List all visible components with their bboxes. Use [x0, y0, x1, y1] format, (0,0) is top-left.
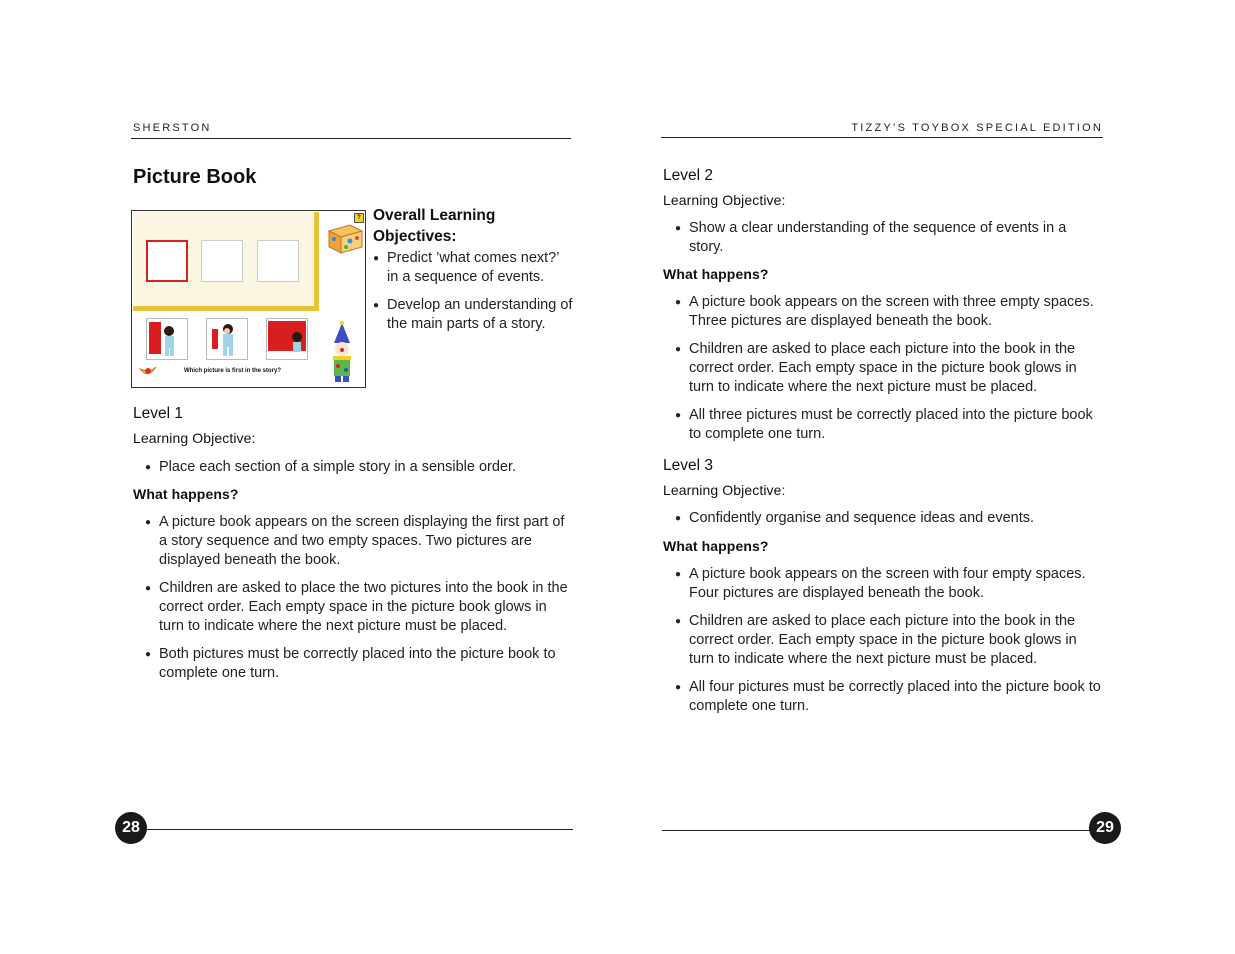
story-picture-3	[267, 319, 307, 359]
page-number-right: 29	[1089, 812, 1121, 844]
toybox-icon	[326, 221, 364, 255]
clown-character-icon	[326, 321, 358, 387]
banana-icon	[138, 363, 158, 379]
footer-rule-left	[147, 829, 573, 830]
level3-objective-label: Learning Objective:	[663, 482, 786, 498]
page-number-left: 28	[115, 812, 147, 844]
list-item: ● Place each section of a simple story in a sensible order.	[145, 458, 575, 477]
level2-objective-list	[675, 219, 1103, 266]
list-item: ● Children are asked to place each picture into the book in the correct order. Each empty space in the picture book glows in turn to indicate where the next picture must be placed.	[675, 612, 1103, 669]
level3-heading: Level 3	[663, 457, 713, 474]
list-item: ● Predict ’what comes next?’ in a sequence of events.	[373, 249, 573, 287]
level1-objective-label: Learning Objective:	[133, 430, 256, 446]
book-slot-empty	[257, 240, 299, 282]
list-item: ● Children are asked to place the two pictures into the book in the correct order. Each empty space in the picture book glows in turn to indicate where the next picture must be placed.	[145, 579, 573, 636]
running-head-left: SHERSTON	[133, 122, 212, 134]
footer-rule-right	[662, 830, 1090, 831]
level1-happens-label: What happens?	[133, 486, 239, 502]
picture-book	[133, 212, 319, 311]
level3-happens-list	[675, 565, 1103, 725]
level1-objective-list	[145, 458, 575, 486]
level2-objective-label: Learning Objective:	[663, 192, 786, 208]
list-item: ● Show a clear understanding of the sequence of events in a story.	[675, 219, 1103, 257]
list-item: ● Both pictures must be correctly placed into the picture book to complete one turn.	[145, 645, 573, 683]
list-item: ● Develop an understanding of the main parts of a story.	[373, 296, 573, 334]
list-item: ● A picture book appears on the screen with four empty spaces. Four pictures are displayed beneath the book.	[675, 565, 1103, 603]
activity-screenshot	[131, 210, 366, 388]
level2-heading: Level 2	[663, 167, 713, 184]
level2-happens-label: What happens?	[663, 266, 769, 282]
story-picture-1	[147, 319, 187, 359]
header-rule-left	[131, 138, 571, 139]
running-head-right: TIZZY’S TOYBOX SPECIAL EDITION	[851, 122, 1103, 134]
list-item: ● A picture book appears on the screen with three empty spaces. Three pictures are displayed beneath the book.	[675, 293, 1103, 331]
story-picture-card[interactable]	[206, 318, 248, 360]
page-title: Picture Book	[133, 166, 257, 188]
story-picture-card[interactable]	[146, 318, 188, 360]
list-item: ● All three pictures must be correctly placed into the picture book to complete one turn.	[675, 406, 1103, 444]
overall-objectives	[373, 205, 573, 343]
screenshot-caption: Which picture is first in the story?	[184, 368, 282, 374]
list-item: ● All four pictures must be correctly placed into the picture book to complete one turn.	[675, 678, 1103, 716]
book-slot-active	[146, 240, 188, 282]
level1-heading: Level 1	[133, 405, 183, 422]
list-item: ● A picture book appears on the screen displaying the first part of a story sequence and two empty spaces. Two pictures are displayed beneath the book.	[145, 513, 573, 570]
list-item: ● Children are asked to place each picture into the book in the correct order. Each empty space in the picture book glows in turn to indicate where the next picture must be placed.	[675, 340, 1103, 397]
level2-happens-list	[675, 293, 1103, 453]
objectives-heading: Overall Learning Objectives:	[373, 207, 496, 245]
book-slot-empty	[201, 240, 243, 282]
level1-happens-list	[145, 513, 573, 692]
objectives-list	[373, 249, 573, 334]
level3-objective-list	[675, 509, 1103, 537]
level3-happens-label: What happens?	[663, 538, 769, 554]
help-badge: ?	[354, 213, 364, 223]
story-picture-card[interactable]	[266, 318, 308, 360]
story-picture-2	[207, 319, 247, 359]
header-rule-right	[661, 137, 1103, 138]
list-item: ● Confidently organise and sequence ideas and events.	[675, 509, 1103, 528]
